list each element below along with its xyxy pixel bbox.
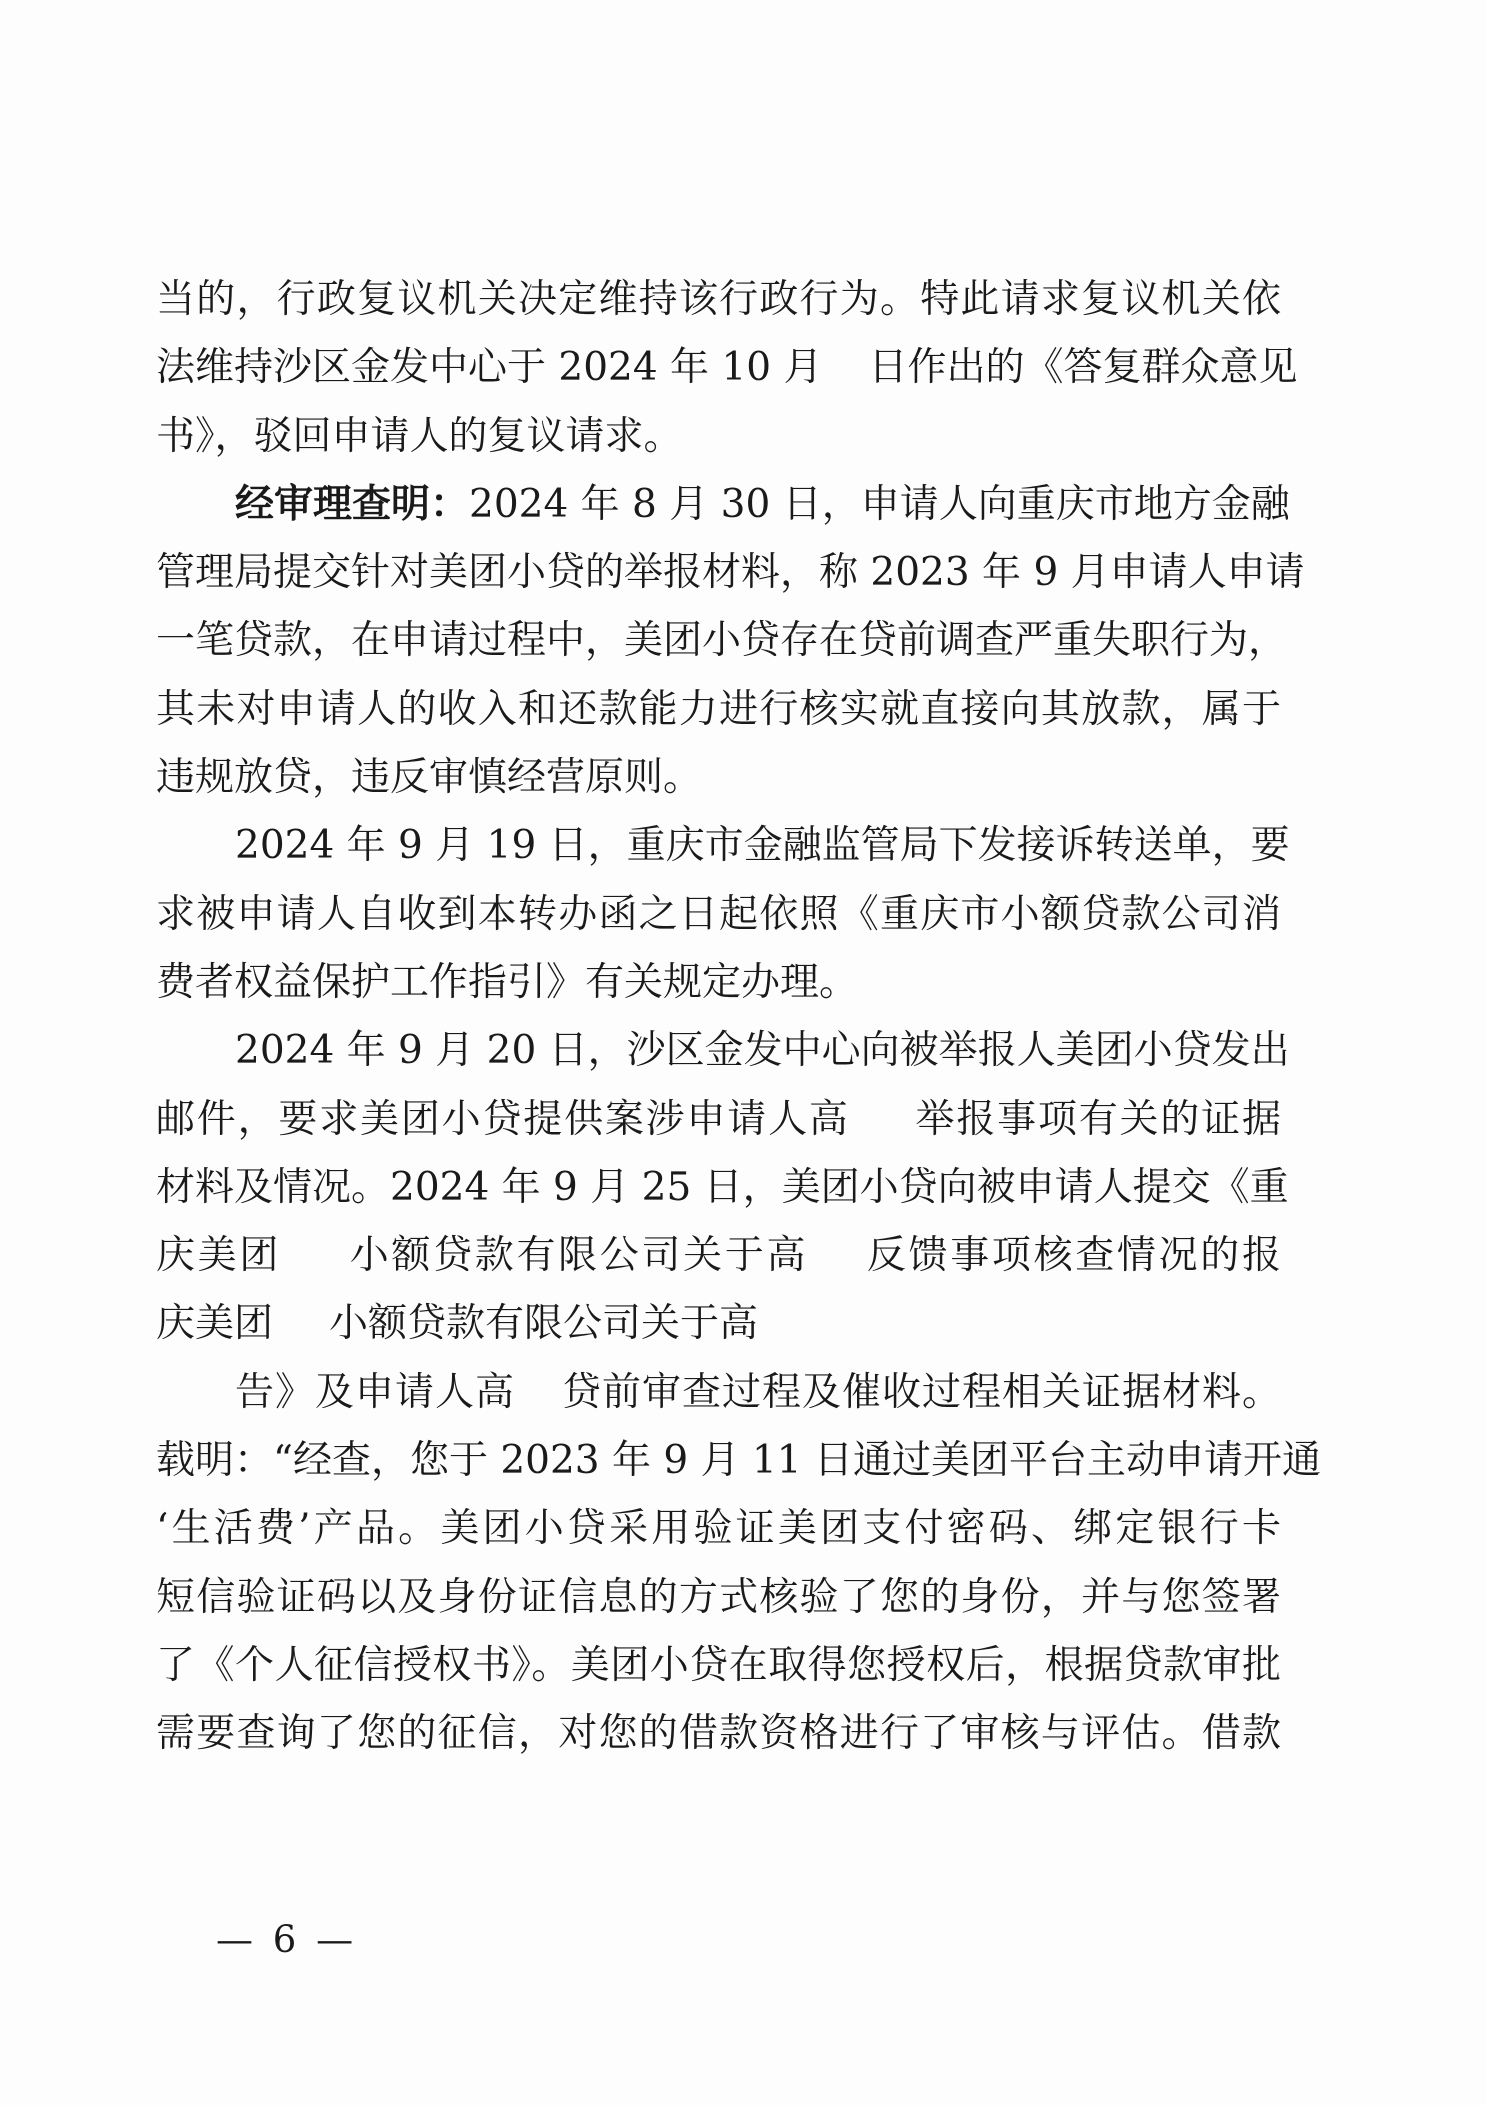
text-segment: 举报事项有关的证据: [913, 1096, 1281, 1142]
text-line: 费者权益保护工作指引》有关规定办理。: [156, 959, 859, 1005]
redaction-box: [281, 1238, 347, 1278]
text-line: [156, 334, 1298, 402]
text-line: [156, 471, 1290, 539]
text-line: 材料及情况。2024 年 9 月 25 日，美团小贷向被申请人提交《重: [156, 1164, 1289, 1210]
text-segment: 法维持沙区金发中心于 2024 年 10 月: [156, 345, 823, 391]
text-segment: 庆美团: [156, 1233, 282, 1279]
text-line: ‘生活费’产品。美团小贷采用验证美团支付密码、绑定银行卡: [156, 1506, 1281, 1552]
text-segment: 2024 年 8 月 30 日，申请人向重庆市地方金融: [469, 481, 1290, 527]
text-line: 管理局提交针对美团小贷的举报材料，称 2023 年 9 月申请人申请: [156, 550, 1305, 596]
text-line: 当的，行政复议机关决定维持该行政行为。特此请求复议机关依: [156, 277, 1281, 322]
text-line: 需要查询了您的征信，对您的借款资格进行了审核与评估。借款: [156, 1711, 1281, 1757]
text-line: 2024 年 9 月 20 日，沙区金发中心向被举报人美团小贷发出: [235, 1028, 1290, 1074]
text-line: 短信验证码以及身份证信息的方式核验了您的身份，并与您签署: [156, 1574, 1281, 1620]
text-line: 违规放贷，违反审慎经营原则。: [156, 755, 703, 801]
redaction-box: [515, 1375, 561, 1415]
text-segment: 日作出的《答复群众意见: [868, 345, 1298, 391]
document-body: [156, 266, 1322, 1769]
text-line: 一笔贷款，在申请过程中，美团小贷存在贷前调查严重失职行为，: [156, 618, 1288, 664]
redaction-box: [273, 1306, 329, 1346]
text-line: [156, 1222, 1281, 1290]
section-lead: 经审理查明：: [235, 481, 470, 527]
redaction-box: [850, 1102, 914, 1142]
text-line: [156, 1086, 1281, 1154]
redaction-box: [808, 1238, 864, 1278]
text-line: 2024 年 9 月 19 日，重庆市金融监管局下发接诉转送单，要: [235, 823, 1290, 869]
text-line: [156, 1359, 1281, 1427]
text-line: 求被申请人自收到本转办函之日起依照《重庆市小额贷款公司消: [156, 891, 1281, 937]
page-number: — 6 —: [216, 1918, 358, 1961]
text-segment: 庆美团: [156, 1301, 274, 1347]
text-segment: 告》及申请人高: [235, 1369, 515, 1415]
text-line: [156, 1290, 1281, 1358]
text-segment: 小额贷款有限公司关于高: [347, 1233, 809, 1279]
text-line: 其未对申请人的收入和还款能力进行核实就直接向其放款，属于: [156, 686, 1281, 732]
text-line: 书》，驳回申请人的复议请求。: [156, 413, 683, 459]
redaction-box: [822, 350, 868, 390]
text-line: 载明：“经查，您于 2023 年 9 月 11 日通过美团平台主动申请开通: [156, 1438, 1322, 1484]
text-segment: 小额贷款有限公司关于高: [329, 1301, 759, 1347]
text-segment: 邮件，要求美团小贷提供案涉申请人高: [156, 1096, 850, 1142]
text-segment: 贷前审查过程及催收过程相关证据材料。: [561, 1369, 1281, 1415]
text-segment: 反馈事项核查情况的报: [864, 1233, 1281, 1279]
text-line: 了《个人征信授权书》。美团小贷在取得您授权后，根据贷款审批: [156, 1642, 1281, 1688]
